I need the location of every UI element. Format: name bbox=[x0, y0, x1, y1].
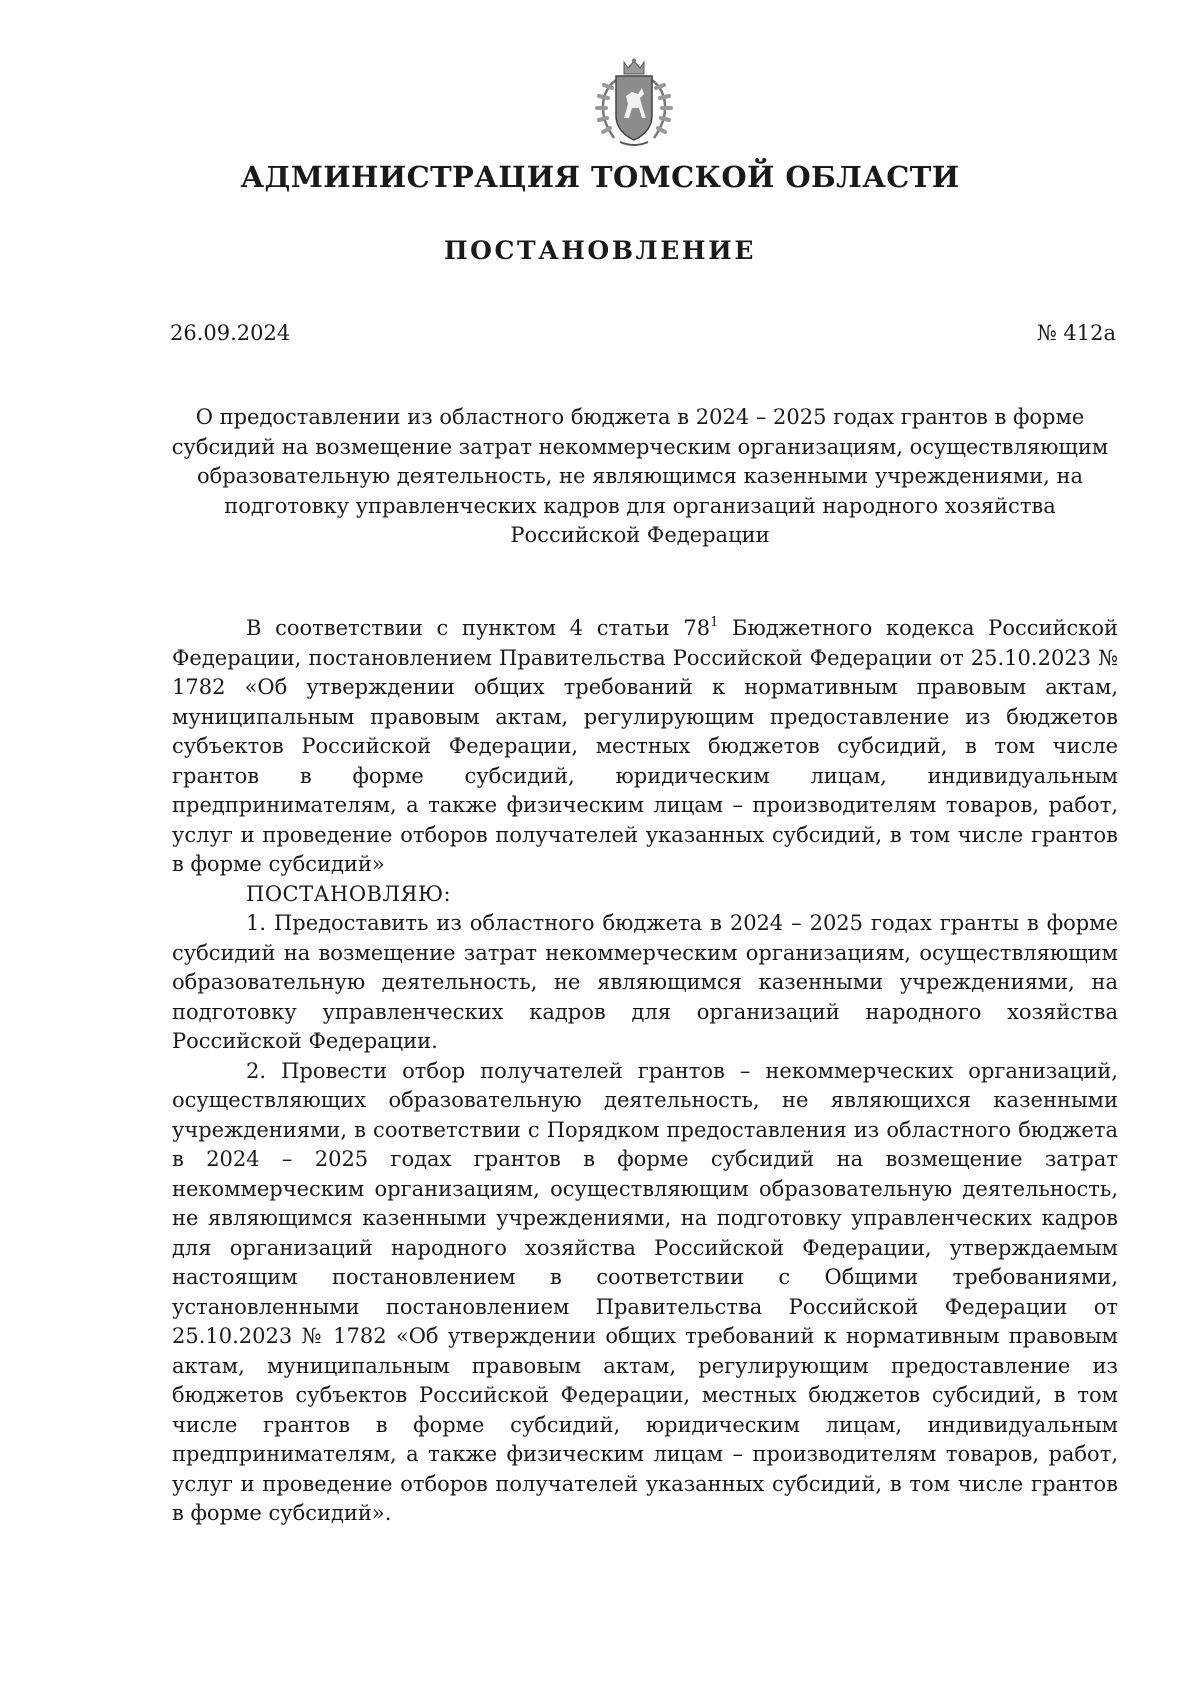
preamble-paragraph bbox=[172, 614, 1118, 880]
tomsk-coat-of-arms-icon bbox=[586, 58, 682, 150]
article-superscript: 1 bbox=[710, 615, 719, 630]
resolve-heading: ПОСТАНОВЛЯЮ: bbox=[246, 881, 452, 906]
document-type: ПОСТАНОВЛЕНИЕ bbox=[443, 236, 757, 265]
preamble-text-end: Бюджетного кодекса Российской Федерации, постановлением Правительства Российской Федерации от 25.10.2023 № 1782 «Об утверждении общих требований к нормативным правовым актам, муниципальным правовым актам, регулирующим предоставление из бюджетов субъектов Российской Федерации, местных бюджетов субсидий, в том числе грантов в форме субсидий, юридическим лицам, индивидуальным предпринимателям, а также физическим лицам – производителям товаров, работ, услуг и проведение отборов получателей указанных субсидий, в том числе грантов в форме субсидий» bbox=[172, 616, 1118, 876]
document-date: 26.09.2024 bbox=[170, 321, 291, 345]
document-number: № 412а bbox=[1036, 321, 1116, 345]
resolution-item-2: 2. Провести отбор получателей грантов – некоммерческих организаций, осуществляющих образовательную деятельность, не являющихся казенными учреждениями, в соответствии с Порядком предоставления из областного бюджета в 2024 – 2025 годах грантов в форме субсидий на возмещение затрат некоммерческим организациям, осуществляющим образовательную деятельность, не являющимся казенными учреждениями, на подготовку управленческих кадров для организаций народного хозяйства Российской Федерации, утверждаемым настоящим постановлением в соответствии с Общими требованиями, установленными постановлением Правительства Российской Федерации от 25.10.2023 № 1782 «Об утверждении общих требований к нормативным правовым актам, муниципальным правовым актам, регулирующим предоставление из бюджетов субъектов Российской Федерации, местных бюджетов субсидий, в том числе грантов в форме субсидий, юридическим лицам, индивидуальным предпринимателям, а также физическим лицам – производителям товаров, работ, услуг и проведение отборов получателей указанных субсидий, в том числе грантов в форме субсидий». bbox=[172, 1058, 1118, 1525]
document-title: О предоставлении из областного бюджета в 2024 – 2025 годах грантов в форме субсидий на возмещение затрат некоммерческим организациям, осуществляющим образовательную деятельность, не являющимся казенными учреждениями, на подготовку управленческих кадров для организаций народного хозяйства Российской Федерации bbox=[171, 405, 1109, 547]
resolution-item-1: 1. Предоставить из областного бюджета в 2024 – 2025 годах гранты в форме субсидий на возмещение затрат некоммерческим организациям, осуществляющим образовательную деятельность, не являющимся казенными учреждениями, на подготовку управленческих кадров для организаций народного хозяйства Российской Федерации. bbox=[172, 911, 1118, 1053]
document-body bbox=[172, 614, 1118, 1529]
preamble-text-start: В соответствии с пунктом 4 статьи 78 bbox=[246, 616, 711, 640]
organization-name: АДМИНИСТРАЦИЯ ТОМСКОЙ ОБЛАСТИ bbox=[240, 160, 960, 194]
